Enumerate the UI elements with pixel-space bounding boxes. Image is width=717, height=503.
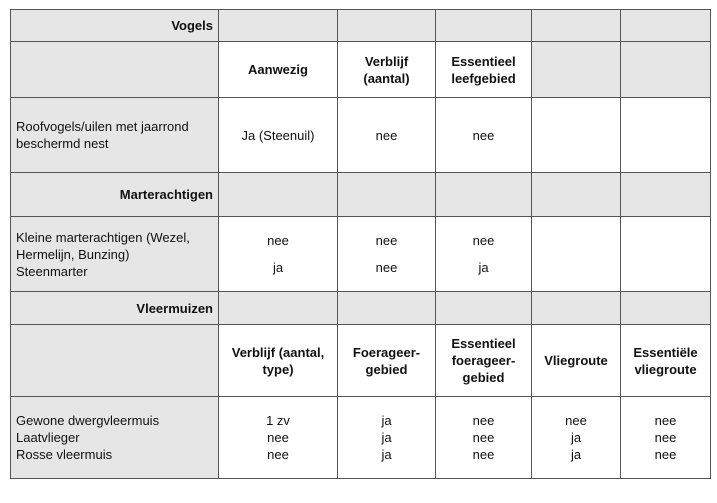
value-aanwezig: nee ja <box>219 217 338 292</box>
value-essentieel-foerageergebied: nee nee nee <box>436 397 532 479</box>
header-row-vogels <box>11 42 711 98</box>
table-row <box>11 217 711 292</box>
table-row <box>11 397 711 479</box>
species-name: Gewone dwergvleermuis Laatvlieger Rosse vleermuis <box>11 397 219 479</box>
header-verblijf: Verblijf (aantal) <box>338 42 436 98</box>
header-foerageergebied: Foerageer-gebied <box>338 325 436 397</box>
value-foerageergebied: ja ja ja <box>338 397 436 479</box>
section-title-vleermuizen: Vleermuizen <box>11 292 219 325</box>
value-essentiele-vliegroute: nee nee nee <box>621 397 711 479</box>
header-essentieel-foerageergebied: Essentieel foerageer-gebied <box>436 325 532 397</box>
value-verblijf: nee nee <box>338 217 436 292</box>
value-essentieel: nee ja <box>436 217 532 292</box>
section-title-vogels: Vogels <box>11 10 219 42</box>
value-verblijf: 1 zv nee nee <box>219 397 338 479</box>
species-name: Roofvogels/uilen met jaarrond beschermd nest <box>11 98 219 173</box>
header-aanwezig: Aanwezig <box>219 42 338 98</box>
header-essentiele-vliegroute: Essentiële vliegroute <box>621 325 711 397</box>
header-verblijf-type: Verblijf (aantal, type) <box>219 325 338 397</box>
section-row-vogels <box>11 10 711 42</box>
species-name: Kleine marterachtigen (Wezel, Hermelijn, Bunzing) Steenmarter <box>11 217 219 292</box>
section-row-vleermuizen <box>11 292 711 325</box>
header-essentieel-leefgebied: Essentieel leefgebied <box>436 42 532 98</box>
value-aanwezig: Ja (Steenuil) <box>219 98 338 173</box>
header-row-vleermuizen <box>11 325 711 397</box>
value-essentieel: nee <box>436 98 532 173</box>
table-row <box>11 98 711 173</box>
section-title-marterachtigen: Marterachtigen <box>11 173 219 217</box>
species-table <box>10 9 711 479</box>
section-row-marterachtigen <box>11 173 711 217</box>
value-verblijf: nee <box>338 98 436 173</box>
value-vliegroute: nee ja ja <box>532 397 621 479</box>
header-vliegroute: Vliegroute <box>532 325 621 397</box>
